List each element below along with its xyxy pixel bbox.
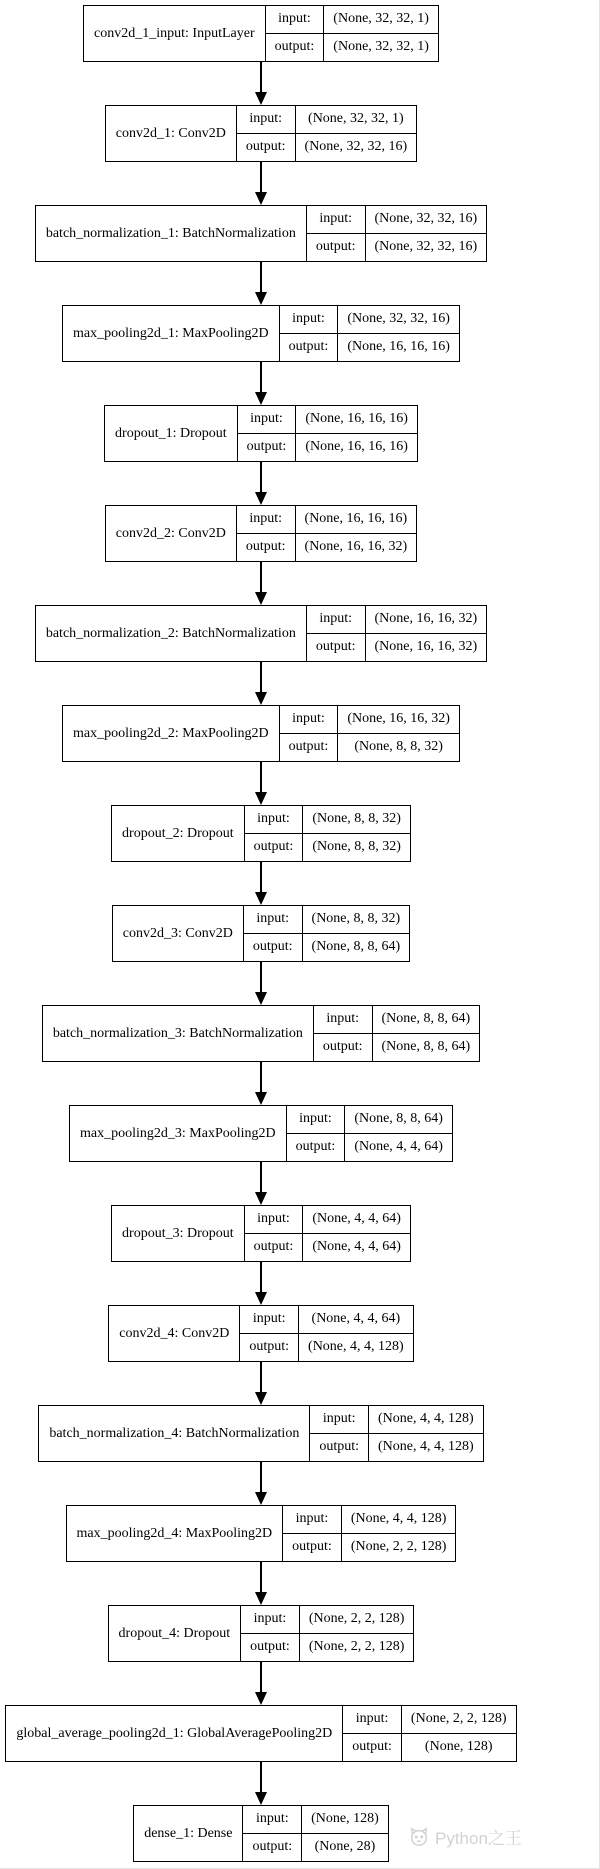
flow-arrow (255, 862, 267, 905)
flow-arrow (255, 1462, 267, 1505)
io-shape-output: (None, 8, 8, 64) (311, 939, 401, 955)
arrow-head-icon (255, 1292, 267, 1305)
flow-arrow (255, 1162, 267, 1205)
watermark (408, 1824, 522, 1849)
io-label-output: output: (237, 134, 296, 162)
io-shape-output: (None, 4, 4, 128) (308, 1339, 404, 1355)
arrow-head-icon (255, 292, 267, 305)
layer-io-table (237, 506, 416, 561)
io-shape-input: (None, 16, 16, 32) (366, 606, 487, 634)
io-label-input: input: (244, 906, 303, 934)
io-shape-input: (None, 8, 8, 64) (373, 1006, 480, 1034)
layer-name: max_pooling2d_3: MaxPooling2D (70, 1106, 287, 1161)
arrow-shaft-line (260, 162, 262, 192)
io-shape-input: (None, 4, 4, 128) (342, 1506, 456, 1534)
io-shape-input: (None, 32, 32, 16) (338, 306, 459, 334)
io-label-output: output: (237, 534, 296, 562)
io-shape-input: (None, 128) (302, 1806, 388, 1834)
io-shape-input: (None, 8, 8, 32) (303, 806, 410, 834)
arrow-shaft-line (260, 1462, 262, 1492)
layer-io-table (280, 706, 459, 761)
layer-node (5, 1705, 516, 1762)
arrow-shaft-line (260, 862, 262, 892)
layer-node (108, 1305, 413, 1362)
io-label-input: input: (266, 6, 325, 34)
arrow-shaft-line (260, 662, 262, 692)
arrow-shaft-line (260, 262, 262, 292)
io-label-input: input: (310, 1406, 369, 1434)
layer-io-table (241, 1606, 413, 1661)
arrow-shaft-line (260, 762, 262, 792)
io-label-output: output: (283, 1534, 342, 1562)
arrow-head-icon (255, 692, 267, 705)
io-label-output: output: (241, 1634, 300, 1662)
layer-node (38, 1405, 483, 1462)
layer-node (108, 1605, 415, 1662)
io-shape-input: (None, 4, 4, 64) (303, 1206, 410, 1234)
layer-node (83, 5, 439, 62)
arrow-head-icon (255, 1092, 267, 1105)
io-label-input: input: (314, 1006, 373, 1034)
io-label-output: output: (314, 1034, 373, 1062)
flow-arrow (255, 262, 267, 305)
io-shape-output: (None, 32, 32, 1) (333, 39, 429, 55)
io-shape-input: (None, 4, 4, 64) (299, 1306, 413, 1334)
arrow-shaft-line (260, 1362, 262, 1392)
io-shape-input: (None, 8, 8, 64) (345, 1106, 452, 1134)
layer-name: dropout_1: Dropout (105, 406, 238, 461)
io-shape-output: (None, 2, 2, 128) (308, 1639, 405, 1655)
watermark-text: Python之王 (435, 1829, 522, 1848)
layer-name: dropout_3: Dropout (112, 1206, 245, 1261)
layer-node (105, 505, 417, 562)
layer-node (35, 205, 487, 262)
layer-name: dropout_2: Dropout (112, 806, 245, 861)
io-shape-output: (None, 16, 16, 32) (304, 539, 408, 555)
layer-name: max_pooling2d_1: MaxPooling2D (63, 306, 280, 361)
io-label-output: output: (310, 1434, 369, 1462)
io-label-output: output: (243, 1834, 302, 1862)
arrow-head-icon (255, 192, 267, 205)
io-label-input: input: (237, 106, 296, 134)
arrow-shaft-line (260, 462, 262, 492)
layer-name: conv2d_1: Conv2D (106, 106, 237, 161)
layer-io-table (245, 1206, 410, 1261)
flow-arrow (255, 762, 267, 805)
layer-io-table (266, 6, 438, 61)
arrow-shaft-line (260, 1262, 262, 1292)
arrow-shaft-line (260, 962, 262, 992)
io-shape-input: (None, 16, 16, 32) (338, 706, 459, 734)
layer-node (35, 605, 487, 662)
io-shape-input: (None, 32, 32, 1) (296, 106, 417, 134)
layer-node (133, 1805, 389, 1862)
layer-name: global_average_pooling2d_1: GlobalAveragePooling2D (6, 1706, 343, 1761)
io-shape-input: (None, 32, 32, 16) (366, 206, 487, 234)
layer-io-table (244, 906, 409, 961)
layer-node (62, 305, 460, 362)
io-label-input: input: (243, 1806, 302, 1834)
io-shape-output: (None, 8, 8, 64) (381, 1039, 471, 1055)
layer-node (112, 905, 410, 962)
io-shape-output: (None, 4, 4, 64) (354, 1139, 443, 1155)
io-label-output: output: (307, 234, 366, 262)
io-label-output: output: (280, 734, 339, 762)
io-label-input: input: (280, 706, 339, 734)
io-label-output: output: (287, 1134, 346, 1162)
io-label-output: output: (238, 434, 297, 462)
io-label-input: input: (280, 306, 339, 334)
flow-arrow (255, 1362, 267, 1405)
arrow-head-icon (255, 492, 267, 505)
layer-name: conv2d_4: Conv2D (109, 1306, 240, 1361)
io-shape-output: (None, 16, 16, 16) (305, 439, 408, 455)
arrow-shaft-line (260, 62, 262, 92)
layer-io-table (287, 1106, 452, 1161)
io-shape-input: (None, 16, 16, 16) (296, 506, 417, 534)
io-label-input: input: (237, 506, 296, 534)
io-shape-input: (None, 16, 16, 16) (296, 406, 417, 434)
layer-name: conv2d_3: Conv2D (113, 906, 244, 961)
io-label-output: output: (266, 34, 325, 62)
io-label-input: input: (343, 1706, 402, 1734)
layer-name: dropout_4: Dropout (109, 1606, 242, 1661)
io-shape-input: (None, 32, 32, 1) (324, 6, 438, 34)
cat-logo-icon (408, 1826, 430, 1848)
flow-arrow (255, 62, 267, 105)
flow-arrow (255, 662, 267, 705)
io-shape-output: (None, 8, 8, 32) (354, 739, 443, 755)
layer-node (111, 805, 411, 862)
layer-io-table (238, 406, 417, 461)
arrow-head-icon (255, 1492, 267, 1505)
io-shape-output: (None, 8, 8, 32) (312, 839, 401, 855)
io-shape-output: (None, 32, 32, 16) (374, 239, 478, 255)
layer-node (42, 1005, 480, 1062)
flow-arrow (255, 1762, 267, 1805)
io-label-input: input: (245, 806, 304, 834)
layer-io-table (280, 306, 459, 361)
layer-io-table (310, 1406, 482, 1461)
arrow-head-icon (255, 792, 267, 805)
io-shape-output: (None, 16, 16, 16) (347, 339, 450, 355)
flow-arrow (255, 1262, 267, 1305)
layer-name: batch_normalization_2: BatchNormalization (36, 606, 307, 661)
layer-io-table (237, 106, 416, 161)
arrow-head-icon (255, 992, 267, 1005)
io-shape-output: (None, 128) (424, 1739, 493, 1755)
layer-io-table (245, 806, 410, 861)
arrow-shaft-line (260, 1062, 262, 1092)
layer-name: conv2d_1_input: InputLayer (84, 6, 266, 61)
diagram-canvas (3, 0, 519, 1862)
layer-io-table (243, 1806, 387, 1861)
layer-io-table (314, 1006, 479, 1061)
io-shape-output: (None, 32, 32, 16) (304, 139, 408, 155)
arrow-head-icon (255, 1192, 267, 1205)
layer-name: conv2d_2: Conv2D (106, 506, 237, 561)
io-label-output: output: (343, 1734, 402, 1762)
arrow-shaft-line (260, 1562, 262, 1592)
layer-io-table (307, 606, 486, 661)
io-label-input: input: (307, 606, 366, 634)
arrow-shaft-line (260, 562, 262, 592)
flow-arrow (255, 1662, 267, 1705)
arrow-head-icon (255, 1392, 267, 1405)
arrow-shaft-line (260, 362, 262, 392)
arrow-head-icon (255, 1692, 267, 1705)
io-shape-input: (None, 8, 8, 32) (303, 906, 410, 934)
io-label-input: input: (240, 1306, 299, 1334)
io-label-output: output: (307, 634, 366, 662)
arrow-shaft-line (260, 1762, 262, 1792)
io-label-input: input: (238, 406, 297, 434)
io-label-output: output: (245, 834, 304, 862)
io-label-input: input: (307, 206, 366, 234)
layer-name: batch_normalization_1: BatchNormalization (36, 206, 307, 261)
flow-arrow (255, 562, 267, 605)
flow-arrow (255, 462, 267, 505)
flow-arrow (255, 162, 267, 205)
layer-node (62, 705, 460, 762)
io-shape-output: (None, 28) (314, 1839, 376, 1855)
layer-node (111, 1205, 411, 1262)
arrow-head-icon (255, 892, 267, 905)
io-label-output: output: (280, 334, 339, 362)
layer-node (69, 1105, 453, 1162)
layer-io-table (240, 1306, 412, 1361)
arrow-shaft-line (260, 1662, 262, 1692)
layer-name: max_pooling2d_4: MaxPooling2D (67, 1506, 284, 1561)
layer-node (105, 105, 417, 162)
layer-node (66, 1505, 457, 1562)
io-label-input: input: (241, 1606, 300, 1634)
io-shape-output: (None, 16, 16, 32) (374, 639, 478, 655)
io-shape-output: (None, 4, 4, 128) (378, 1439, 474, 1455)
flow-arrow (255, 362, 267, 405)
io-shape-output: (None, 2, 2, 128) (350, 1539, 447, 1555)
arrow-head-icon (255, 592, 267, 605)
io-label-output: output: (245, 1234, 304, 1262)
io-label-output: output: (240, 1334, 299, 1362)
layer-name: dense_1: Dense (134, 1806, 243, 1861)
io-label-output: output: (244, 934, 303, 962)
flow-arrow (255, 962, 267, 1005)
flow-arrow (255, 1062, 267, 1105)
io-shape-output: (None, 4, 4, 64) (312, 1239, 401, 1255)
layer-name: max_pooling2d_2: MaxPooling2D (63, 706, 280, 761)
io-shape-input: (None, 2, 2, 128) (402, 1706, 516, 1734)
arrow-head-icon (255, 1792, 267, 1805)
layer-io-table (283, 1506, 455, 1561)
layer-name: batch_normalization_3: BatchNormalization (43, 1006, 314, 1061)
io-shape-input: (None, 2, 2, 128) (300, 1606, 414, 1634)
layer-node (104, 405, 418, 462)
layer-io-table (307, 206, 486, 261)
io-label-input: input: (283, 1506, 342, 1534)
flow-arrow (255, 1562, 267, 1605)
arrow-head-icon (255, 92, 267, 105)
arrow-head-icon (255, 1592, 267, 1605)
io-label-input: input: (245, 1206, 304, 1234)
layer-name: batch_normalization_4: BatchNormalization (39, 1406, 310, 1461)
arrow-head-icon (255, 392, 267, 405)
io-shape-input: (None, 4, 4, 128) (369, 1406, 483, 1434)
layer-io-table (343, 1706, 515, 1761)
arrow-shaft-line (260, 1162, 262, 1192)
io-label-input: input: (287, 1106, 346, 1134)
